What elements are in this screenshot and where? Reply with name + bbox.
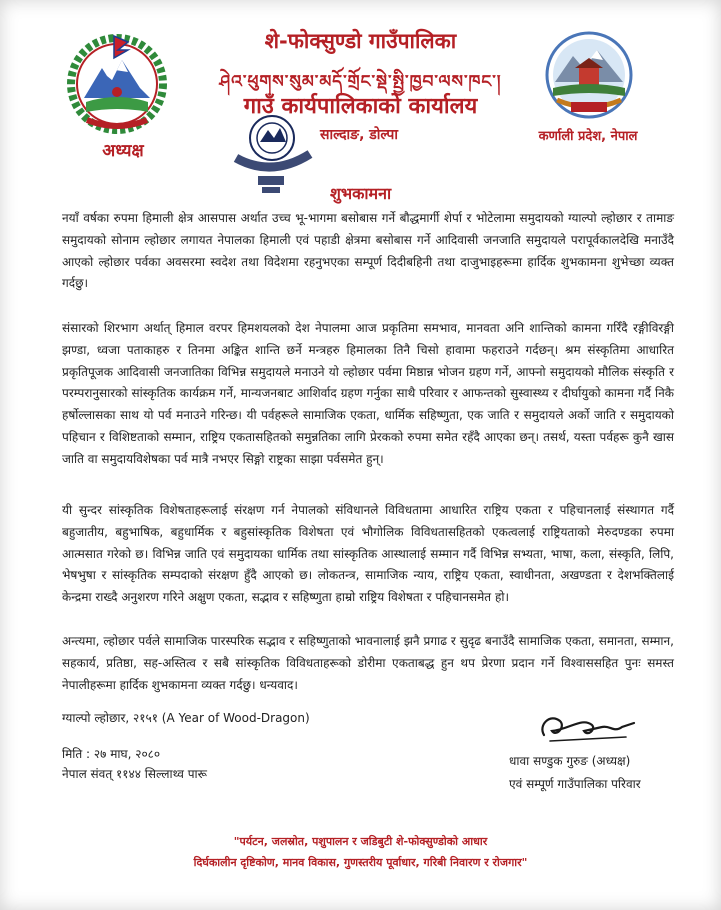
- losar-year: ग्याल्पो ल्होछार, २१५१ (A Year of Wood-Dragon): [62, 711, 310, 725]
- footer-slogan-line-1: "पर्यटन, जलस्रोत, पशुपालन र जडिबुटी शे-फोक्सुण्डोको आधार: [233, 835, 488, 848]
- letter-subject: शुभकामना: [330, 184, 392, 203]
- municipality-name: शे-फोक्सुण्डो गाउँपालिका: [264, 29, 457, 53]
- signature-icon: [530, 707, 640, 753]
- municipality-logo-icon: [541, 30, 637, 120]
- paragraph: यी सुन्दर सांस्कृतिक विशेषताहरूलाई संरक्षण गर्न नेपालको संविधानले विविधतामा आधारित राष्ट्रिय एकता र पहिचानलाई संस्थागत गर्दै बहुजातीय, बहुभाषिक, बहुधार्मिक र बहुसांस्कृतिक विशेषता एवं भौगोलिक विविधतासहितको एकत्वलाई राष्ट्रियताको मेरुदण्डका रुपमा आत्मसात गरेको छ। विभिन्न जाति एवं समुदायका धार्मिक तथा सांस्कृतिक आस्थालाई सम्मान गर्दै विभिन्न सभ्यता, भाषा, कला, संस्कृति, लिपि, भेषभुषा र सांस्कृतिक सम्पदाको संरक्षण हुँदै आएको छ। लोकतन्त्र, सामाजिक न्याय, राष्ट्रिय एकता, स्वाधीनता, अखण्डता र देशभक्तिलाई केन्द्रमा राख्दै अनुशरण गरिने अक्षुण एकता, सद्भाव र सहिष्णुता हाम्रो राष्ट्रिय विशेषता र पहिचानसमेत हो।: [62, 503, 674, 605]
- office-location: साल्दाङ, डोल्पा: [320, 127, 398, 143]
- tibetan-name: ཤེའ་ཕུགས་སུམ་མདོ་གྲོང་སྡེ་སྤྱི་ཁྱབ་ལས་ཁང་།: [219, 72, 502, 92]
- signer-family: एवं सम्पूर्ण गाउँपालिका परिवार: [509, 777, 641, 791]
- office-stamp-icon: [228, 108, 316, 196]
- footer-slogan-line-2: दिर्घकालीन दृष्टिकोण, मानव विकास, गुणस्तरीय पूर्वाधार, गरिबी निवारण र रोजगार": [193, 856, 528, 869]
- office-name: गाउँ कार्यपालिकाको कार्यालय: [243, 94, 478, 119]
- paragraph: संसारको शिरभाग अर्थात् हिमाल वरपर हिमशयलको देश नेपालमा आज प्रकृतिमा समभाव, मानवता अनि शान्तिको कामना गरिँदै रङ्गीविरङ्गी झण्डा, ध्वजा पताकाहरु र तिनमा अङ्कित शान्ति छर्ने मन्त्रहरु हिमालका तिनै चिसो हावामा फहराउने गर्दछन्। श्रम संस्कृतिमा आधारित प्रकृतिपूजक आदिवासी जनजातिका विभिन्न समुदायले मनाउने यो ल्होछार पर्वमा मिष्ठान्न भोजन ग्रहण गर्ने, आफ्नो समुदायको मौलिक संस्कृति र परम्परानुसारको सांस्कृतिक कार्यक्रम गर्ने, मान्यजनबाट आशिर्वाद ग्रहण गर्नुका साथै परिवार र आफन्तको सुस्वास्थ्य र दीर्घायुको कामना गर्दै निकै हर्षोल्लासका साथ यो पर्व मनाउने गरिन्छ। यी पर्वहरूले सामाजिक एकता, धार्मिक सहिष्णुता, एक जाति र समुदायले अर्को जाति र समुदायको पहिचान र विशिष्टताको सम्मान, राष्ट्रिय एकतासहितको समुन्नतिका लागि प्रेरकको रुपमा समेत रहँदै आएका छन्। तसर्थ, यस्ता पर्वहरू कुनै खास जाति वा समुदायविशेषका पर्व मात्रै नभएर सिङ्गो राष्ट्रका साझा पर्वसमेत हुन्।: [62, 321, 674, 466]
- paragraph: अन्त्यमा, ल्होछार पर्वले सामाजिक पारस्परिक सद्भाव र सहिष्णुताको भावनालाई झनै प्रगाढ र सुदृढ बनाउँदै सामाजिक एकता, समानता, सम्मान, सहकार्य, प्रतिष्ठा, सह-अस्तित्व र सबै सांस्कृतिक विविधताहरूको डोरीमा एकताबद्ध हुन थप प्रेरणा प्रदान गर्ने विश्वाससहित पुनः समस्त नेपालीहरूमा हार्दिक शुभकामना व्यक्त गर्दछु। धन्यवाद।: [62, 634, 674, 692]
- chairperson-label: अध्यक्ष: [102, 141, 144, 161]
- province-label: कर्णाली प्रदेश, नेपाल: [538, 129, 638, 144]
- paragraph: नयाँ वर्षका रुपमा हिमाली क्षेत्र आसपास अर्थात उच्च भू-भागमा बसोबास गर्ने बौद्धमार्गी शेर्पा र भोटेलामा समुदायको ग्याल्पो ल्होछार र तामाङ समुदायको सोनाम ल्होछार लगायत नेपालका हिमाली एवं पहाडी क्षेत्रमा बसोबास गर्ने आदिवासी जनजाति समुदायले परापूर्वकालदेखि मनाउँदै आएको ल्होछार पर्वका अवसरमा स्वदेश तथा विदेशमा रहनुभएका सम्पूर्ण दिदीबहिनी तथा दाजुभाइहरूमा हार्दिक शुभकामना शुभेच्छा व्यक्त गर्दछु।: [62, 211, 674, 291]
- signer-name: धावा सण्डुक गुरुङ (अध्यक्ष): [509, 754, 631, 768]
- nepal-sambat-date: नेपाल संवत् ११४४ सिल्लाथ्व पारू: [62, 767, 207, 781]
- date-line: मिति : २७ माघ, २०८०: [62, 747, 161, 761]
